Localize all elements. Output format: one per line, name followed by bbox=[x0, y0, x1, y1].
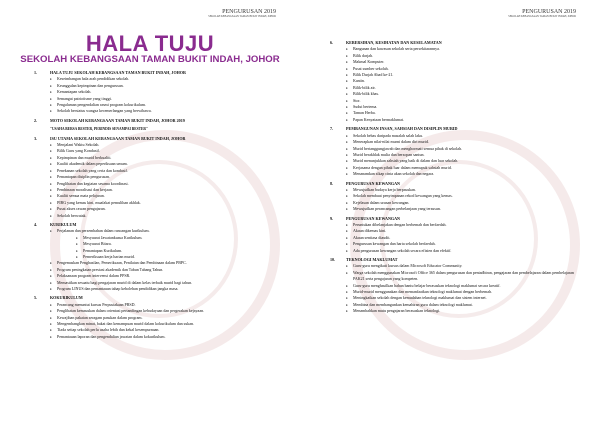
bullet-icon: ♦ bbox=[50, 187, 52, 192]
list-item-text: Kejelasan dalam urusan kewangan. bbox=[353, 199, 410, 205]
list-item-text: Papan Kenyataan bermaklumat. bbox=[353, 116, 404, 122]
section bbox=[330, 257, 580, 315]
bullet-icon: ♦ bbox=[346, 172, 348, 177]
list-item-text: Bilik-bilik khas. bbox=[353, 91, 379, 97]
section-number: 10. bbox=[330, 257, 336, 262]
list-item bbox=[50, 108, 270, 114]
bullet-icon: ♦ bbox=[50, 315, 52, 320]
bullet-icon: ♦ bbox=[346, 133, 348, 138]
list-item-text: Pemantauan laporan dan pengendalian jawatan dalam kokurikulum. bbox=[57, 333, 166, 339]
bullet-icon: ♦ bbox=[346, 264, 348, 269]
bullet-icon: ♦ bbox=[346, 207, 348, 212]
page-header bbox=[208, 9, 276, 19]
bullet-icon: ♦ bbox=[50, 334, 52, 339]
list-item-text: Sekolah membuat penyimpanan rekod kewangan yang kemas. bbox=[353, 193, 453, 199]
list-item-text: Kemantapan sekolah. bbox=[57, 89, 92, 95]
bullet-icon: ♦ bbox=[346, 309, 348, 314]
bullet-icon: ♦ bbox=[50, 207, 52, 212]
bullet-icon: ♦ bbox=[346, 47, 348, 52]
list-item-text: Bilik Guru yang Kondusif. bbox=[57, 148, 100, 154]
bullet-icon: ♦ bbox=[346, 92, 348, 97]
section bbox=[330, 181, 580, 213]
bullet-icon: ♦ bbox=[50, 229, 52, 234]
bullet-icon: ♦ bbox=[50, 194, 52, 199]
bullet-icon: ♦ bbox=[346, 200, 348, 205]
bullet-icon: ♦ bbox=[346, 194, 348, 199]
section-title: HALA TUJU SEKOLAH KEBANGSAAN TAMAN BUKIT INDAH, JOHOR bbox=[50, 70, 186, 75]
section bbox=[330, 216, 580, 254]
bullet-icon: ♦ bbox=[346, 111, 348, 116]
item-list bbox=[34, 302, 270, 340]
bullet-icon: ♦ bbox=[346, 229, 348, 234]
section-number: 2. bbox=[34, 117, 38, 123]
list-item-text: Warga sekolah menggunakan Microsoft Office 365 dalam pengurusan dan pentadbiran, pengajaran dan pembelajaran dalam pembelajaran PAK21 serta pengajaran yang kompeten. bbox=[353, 269, 574, 282]
list-item-text: Sudut bertema. bbox=[353, 104, 378, 110]
section-number: 6. bbox=[330, 40, 334, 45]
section-number: 9. bbox=[330, 215, 334, 221]
list-item bbox=[346, 248, 580, 254]
list-item-text: Kepimpinan dan murid berkualiti. bbox=[57, 154, 112, 160]
section bbox=[34, 118, 270, 133]
list-item-text: Akaun dikemas kini. bbox=[353, 228, 387, 234]
list-item-text: Mewujudkan perancangan perbelanjaan yang tersusun. bbox=[353, 206, 441, 212]
list-item-text: Kualiti semua mata pelajaran. bbox=[57, 193, 105, 199]
list-item-text: Sekolah bebas daripada masalah salah laku. bbox=[353, 132, 423, 138]
bullet-icon: ♦ bbox=[346, 165, 348, 170]
list-item-text: Kantin. bbox=[353, 78, 365, 84]
item-list bbox=[34, 142, 270, 219]
bullet-icon: ♦ bbox=[50, 175, 52, 180]
section bbox=[330, 40, 580, 123]
list-item-text: Stor. bbox=[353, 97, 361, 103]
bullet-icon: ♦ bbox=[346, 159, 348, 164]
section-title: KURIKULUM bbox=[50, 221, 77, 227]
section-title: TEKNOLOGI MAKLUMAT bbox=[346, 257, 398, 262]
bullet-icon: ♦ bbox=[50, 109, 52, 114]
list-item-text: Menerapkan nilai-nilai murni dalam diri murid. bbox=[353, 139, 429, 145]
section-title: MOTO SEKOLAH KEBANGSAAN TAMAN BUKIT INDAH, JOHOR 2019 bbox=[50, 117, 185, 123]
list-item-text: Ada pengurusan kewangan sekolah secara efisien dan efektif. bbox=[353, 247, 452, 253]
list-item-text: Kerjasama dengan pihak luar dalam memupuk sahsiah murid. bbox=[353, 164, 452, 170]
list-item-text: Guru-guru menghasilkan bahan bantu belajar berasaskan teknologi maklumat secara kreatif. bbox=[353, 282, 501, 288]
section-number: 4. bbox=[34, 221, 38, 227]
list-item bbox=[346, 308, 580, 314]
bullet-icon: ♦ bbox=[346, 79, 348, 84]
bullet-icon: ♦ bbox=[76, 235, 78, 240]
section-title: PENGURUSAN KEWANGAN bbox=[346, 215, 401, 221]
list-item-text: Memastikan sesuatu bagi pengajaran murid di dalam kelas terbaik murid bagi tahun. bbox=[57, 279, 193, 285]
item-list bbox=[330, 187, 580, 213]
bullet-icon: ♦ bbox=[346, 302, 348, 307]
list-item-text: Pengemaskan Penghasilan, Pemeriksaan, Penilaian dan Pembinaan dalam PBPC. bbox=[57, 260, 187, 266]
list-item bbox=[346, 117, 580, 123]
list-item-text: Pemantapan disiplin pengurusan. bbox=[57, 174, 110, 180]
bullet-icon: ♦ bbox=[50, 162, 52, 167]
list-item-text: Menanamkan sikap cinta akan sekolah dan negara. bbox=[353, 171, 435, 177]
list-item-text: Murid menunjukkan sahsiah yang baik di dalam dan luar sekolah. bbox=[353, 158, 459, 164]
bullet-icon: ♦ bbox=[346, 283, 348, 288]
bullet-icon: ♦ bbox=[50, 149, 52, 154]
list-item-text: Penglibatan dan kegiatan sesama koordinasi. bbox=[57, 180, 129, 186]
left-content bbox=[34, 70, 270, 343]
bullet-icon: ♦ bbox=[50, 77, 52, 82]
list-item-text: Pemantapan Kurikulum. bbox=[83, 247, 123, 253]
list-item-text: Bilik-bilik air. bbox=[353, 84, 376, 90]
header-subtitle: SEKOLAH KEBANGSAAN TAMAN BUKIT INDAH, JOHOR bbox=[508, 15, 576, 18]
section bbox=[330, 126, 580, 177]
bullet-icon: ♦ bbox=[76, 248, 78, 253]
list-item-text: Program peningkatan prestasi akademik dan Tabun Tabang Tahun. bbox=[57, 266, 164, 272]
bullet-icon: ♦ bbox=[346, 140, 348, 145]
bullet-icon: ♦ bbox=[346, 85, 348, 90]
list-item-text: Mesyuarat Bitara. bbox=[83, 241, 112, 247]
section-number: 1. bbox=[34, 70, 38, 75]
list-item-text: Menambahkan mutu pengajaran berasaskan teknologi. bbox=[353, 308, 441, 314]
item-list bbox=[330, 46, 580, 123]
bullet-icon: ♦ bbox=[346, 152, 348, 157]
bullet-icon: ♦ bbox=[50, 143, 52, 148]
list-item bbox=[346, 206, 580, 212]
section-title: PEMBANGUNAN INSAN, SAHSIAH DAN DISIPLIN MURID bbox=[346, 126, 458, 132]
list-item-text: Pusat sumber sekolah. bbox=[353, 65, 389, 71]
bullet-icon: ♦ bbox=[76, 254, 78, 259]
section-title: KEBERSIHAN, KESIHATAN DAN KESELAMATAN bbox=[346, 40, 442, 45]
section-title: ISU UTAMA SEKOLAH KEBANGSAAN TAMAN BUKIT INDAH, JOHOR bbox=[50, 135, 186, 141]
right-content bbox=[330, 40, 580, 318]
list-item-text: Murid-murid menggunakan dan memanfaatkan teknologi maklumat dengan berhemah. bbox=[353, 289, 493, 295]
list-item bbox=[346, 171, 580, 177]
bullet-icon: ♦ bbox=[346, 222, 348, 227]
bullet-icon: ♦ bbox=[346, 105, 348, 110]
list-item-text: Kewajiban pakaian seragam pasukan dalam program. bbox=[57, 314, 143, 320]
header-title: PENGURUSAN 2019 bbox=[522, 9, 576, 15]
bullet-icon: ♦ bbox=[50, 302, 52, 307]
list-item-text: Pembinaan moralisasi dan kerjaan. bbox=[57, 186, 113, 192]
list-item-text: Semangat patriotisme yang tinggi. bbox=[57, 95, 112, 101]
list-item-text: Menjalani Waktu Sekolah. bbox=[57, 142, 100, 148]
bullet-icon: ♦ bbox=[76, 242, 78, 247]
page-header bbox=[508, 9, 576, 19]
list-item-text: Bangunan dan kawasan sekolah serta persekitarannya. bbox=[353, 46, 440, 52]
list-item-text: Perancang menuntut kursus Perpustakaan PRSD. bbox=[57, 301, 136, 307]
bullet-icon: ♦ bbox=[50, 261, 52, 266]
list-item-text: Murid berakhlak mulia dan bersopan santun. bbox=[353, 151, 425, 157]
section bbox=[34, 70, 270, 115]
bullet-icon: ♦ bbox=[50, 90, 52, 95]
right-page bbox=[300, 0, 600, 424]
list-item-text: Bilik Darjah Abad ke-21. bbox=[353, 72, 394, 78]
list-item-text: Mengembangkan minat, bakat dan kemampuan murid dalam kokurikulum dan sukan. bbox=[57, 321, 194, 327]
bullet-icon: ♦ bbox=[50, 200, 52, 205]
item-list bbox=[330, 133, 580, 178]
list-item-text: Meningkatkan sekolah dengan kemudahan teknologi maklumat dan sistem internet. bbox=[353, 295, 487, 301]
section-number: 3. bbox=[34, 135, 38, 141]
bullet-icon: ♦ bbox=[50, 280, 52, 285]
list-item-text: Bilik darjah. bbox=[353, 52, 373, 58]
list-item-text: Pemeriksaan kerja harian murid. bbox=[83, 253, 135, 259]
list-item-text: Pusat akses rawan pengajaran. bbox=[57, 206, 106, 212]
list-item-text: Keunggulan kepimpinan dan pengurusan. bbox=[57, 82, 124, 88]
section-title: KOKURIKULUM bbox=[50, 295, 83, 301]
page-subtitle: SEKOLAH KEBANGSAAN TAMAN BUKIT INDAH, JOHOR bbox=[20, 54, 280, 65]
list-item-text: Pelaksanaan program intervensi dalam PPSR. bbox=[57, 273, 131, 279]
list-item-text: Sekolah berstatus wangsa kecemerlangan yang berwibawa. bbox=[57, 108, 152, 114]
bullet-icon: ♦ bbox=[50, 267, 52, 272]
list-item-text: PIBG yang kemas kini, muafakat pemulihan akhlak. bbox=[57, 199, 141, 205]
bullet-icon: ♦ bbox=[50, 322, 52, 327]
bullet-icon: ♦ bbox=[346, 66, 348, 71]
list-item-text: Murid bertanggungjawab dan menghormati semua pihak di sekolah. bbox=[353, 145, 463, 151]
list-item-text: Pengurusan kewangan dan harta sekolah berfaedah. bbox=[353, 241, 436, 247]
header-subtitle: SEKOLAH KEBANGSAAN TAMAN BUKIT INDAH, JOHOR bbox=[208, 15, 276, 18]
section bbox=[34, 222, 270, 292]
bullet-icon: ♦ bbox=[50, 155, 52, 160]
item-list bbox=[34, 228, 270, 292]
list-item-text: Makmal Komputer. bbox=[353, 59, 385, 65]
section-motto: "USAHA BERSA BESTER, PERINDIS SENAMPAI BESTER" bbox=[50, 127, 148, 132]
list-item-text: Membina dan membangunkan kemahiran guru dalam teknologi maklumat. bbox=[353, 301, 473, 307]
list-item-text: Tiada setiap sekolah perlu usaha lebih dan kekal kesempurnaan. bbox=[57, 327, 160, 333]
header-title: PENGURUSAN 2019 bbox=[222, 9, 276, 15]
bullet-icon: ♦ bbox=[50, 83, 52, 88]
bullet-icon: ♦ bbox=[346, 187, 348, 192]
bullet-icon: ♦ bbox=[50, 309, 52, 314]
bullet-icon: ♦ bbox=[346, 235, 348, 240]
list-item-text: Perjalanan dan persembahan dalam rancangan kurikulum. bbox=[57, 228, 150, 234]
list-item bbox=[50, 286, 270, 292]
list-item-text: Guru-guru mengikuti kursus dalam Microsoft Educator Community. bbox=[353, 263, 463, 269]
list-item bbox=[50, 334, 270, 340]
bullet-icon: ♦ bbox=[346, 60, 348, 65]
bullet-icon: ♦ bbox=[346, 53, 348, 58]
bullet-icon: ♦ bbox=[50, 181, 52, 186]
bullet-icon: ♦ bbox=[346, 98, 348, 103]
section-number: 8. bbox=[330, 180, 334, 186]
list-item-text: Penekanan sekolah yang ceria dan kondusif. bbox=[57, 167, 128, 173]
bullet-icon: ♦ bbox=[50, 274, 52, 279]
list-item-text: Mesyuarat Jawatankuasa Kurikulum. bbox=[83, 234, 143, 240]
bullet-icon: ♦ bbox=[346, 146, 348, 151]
list-item-text: Pengalaman pengendalian rasmi program kokurikulum. bbox=[57, 102, 146, 108]
bullet-icon: ♦ bbox=[50, 328, 52, 333]
section-number: 7. bbox=[330, 126, 334, 132]
list-item-text: Program LINUS dan pemantauan tahap kebolehan pendidikan jangka masa. bbox=[57, 286, 179, 291]
section-title: PENGURUSAN KEWANGAN bbox=[346, 180, 401, 186]
list-item-text: Akaun sentiasa diaudit. bbox=[353, 234, 391, 240]
section bbox=[34, 295, 270, 340]
bullet-icon: ♦ bbox=[346, 248, 348, 253]
list-item bbox=[346, 270, 580, 283]
bullet-icon: ♦ bbox=[346, 290, 348, 295]
bullet-icon: ♦ bbox=[346, 296, 348, 301]
page-title: HALA TUJU bbox=[85, 31, 215, 56]
list-item-text: Sekolah berwatak. bbox=[57, 212, 87, 218]
bullet-icon: ♦ bbox=[346, 73, 348, 78]
list-item-text: Penglibatan kemasukan dalam orientasi pertandingan kebudayaan dan pergerakan kejayaan. bbox=[57, 308, 205, 314]
list-item bbox=[50, 213, 270, 219]
bullet-icon: ♦ bbox=[50, 213, 52, 218]
item-list bbox=[34, 76, 270, 114]
bullet-icon: ♦ bbox=[346, 270, 348, 275]
bullet-icon: ♦ bbox=[50, 96, 52, 101]
section-number: 5. bbox=[34, 295, 38, 301]
bullet-icon: ♦ bbox=[50, 103, 52, 108]
item-list bbox=[330, 222, 580, 254]
list-item-text: Keseimbangan hala arah pendidikan sekolah. bbox=[57, 76, 130, 82]
item-list bbox=[330, 263, 580, 314]
list-item-text: Taman Herba. bbox=[353, 110, 376, 116]
bullet-icon: ♦ bbox=[50, 287, 52, 291]
list-item-text: Kualiti akademik dalam peperiksaan umum. bbox=[57, 161, 128, 167]
list-item-text: Mewujudkan budaya kerja berpasukan. bbox=[353, 186, 416, 192]
section bbox=[34, 136, 270, 219]
bullet-icon: ♦ bbox=[346, 117, 348, 122]
bullet-icon: ♦ bbox=[346, 242, 348, 247]
list-item-text: Peruntukan dibelanjakan dengan berhemah dan berfaedah. bbox=[353, 221, 447, 227]
bullet-icon: ♦ bbox=[50, 168, 52, 173]
